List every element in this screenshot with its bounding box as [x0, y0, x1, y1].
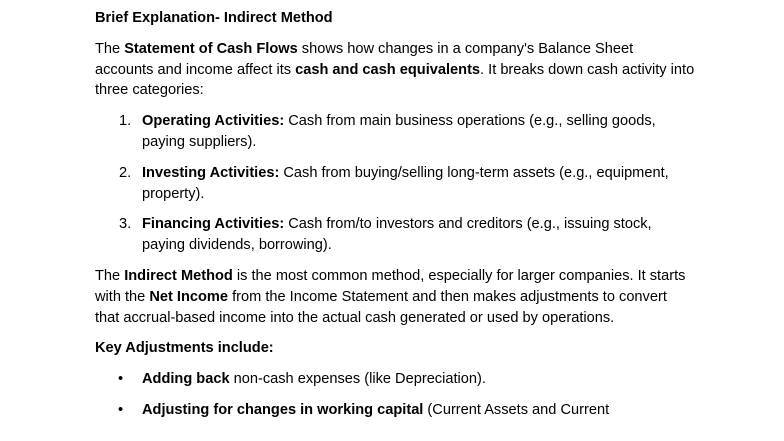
- adjustment-title: Adjusting for changes in working capital: [142, 401, 424, 418]
- method-bold-indirect: Indirect Method: [124, 267, 233, 284]
- category-text: Cash from buying/selling long-term assets (e.g., equipment, property).: [142, 164, 669, 202]
- method-text-3: from the Income Statement and then makes adjustments to convert that accrual-based income into the actual cash generated or used by operations.: [95, 288, 667, 326]
- list-item: [95, 111, 695, 153]
- intro-paragraph: [95, 39, 695, 101]
- method-bold-net-income: Net Income: [149, 288, 229, 305]
- list-number: 3.: [119, 216, 132, 233]
- list-item: [95, 214, 695, 256]
- intro-bold-cash: cash and cash equivalents: [295, 61, 481, 78]
- bullet-icon: •: [118, 401, 124, 418]
- category-title: Operating Activities:: [142, 113, 285, 130]
- adjustments-heading: Key Adjustments include:: [95, 340, 274, 357]
- method-paragraph: [95, 266, 695, 328]
- adjustment-text: (Current Assets and Current: [423, 401, 610, 418]
- category-text: Cash from main business operations (e.g., selling goods, paying suppliers).: [142, 113, 656, 150]
- list-item: [95, 163, 695, 205]
- category-text: Cash from/to investors and creditors (e.g., issuing stock, paying dividends, borrowing).: [142, 216, 652, 254]
- adjustment-text: non-cash expenses (like Depreciation).: [229, 371, 486, 388]
- method-text-2: is the most common method, especially for larger companies. It starts with the: [95, 267, 686, 305]
- intro-text-1: The: [95, 40, 125, 57]
- method-text-1: The: [95, 267, 125, 284]
- category-title: Investing Activities:: [142, 164, 280, 181]
- list-item: [95, 400, 695, 421]
- section-heading: Brief Explanation- Indirect Method: [95, 10, 333, 26]
- adjustment-title: Adding back: [142, 371, 230, 388]
- list-number: 1.: [119, 113, 132, 130]
- document-page: [95, 8, 695, 431]
- bullet-icon: •: [118, 371, 124, 388]
- list-number: 2.: [119, 164, 132, 181]
- intro-text-2: shows how changes in a company's Balance Sheet accounts and income affect its: [95, 40, 634, 78]
- category-title: Financing Activities:: [142, 216, 285, 233]
- intro-bold-statement: Statement of Cash Flows: [124, 40, 298, 57]
- categories-list: [95, 111, 695, 256]
- adjustments-list: [95, 369, 695, 421]
- intro-text-3: . It breaks down cash activity into three categories:: [95, 61, 695, 99]
- list-item: [95, 369, 695, 390]
